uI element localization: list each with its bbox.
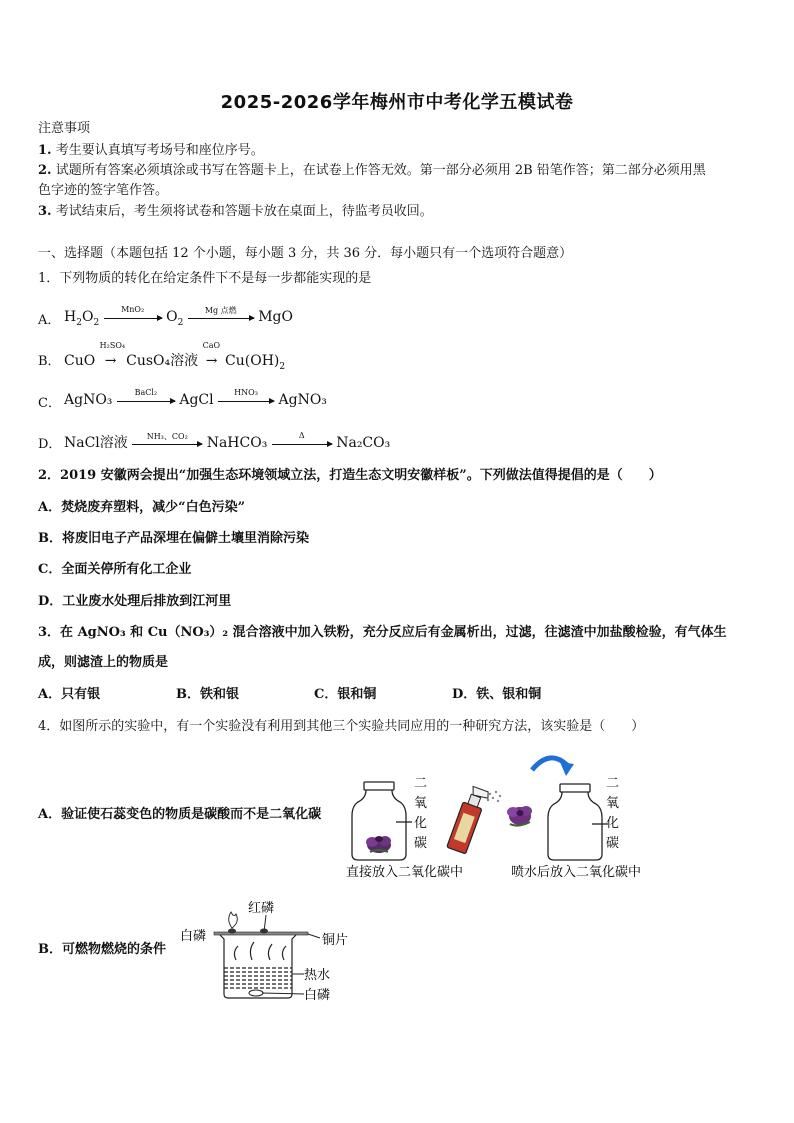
q1-b-start: CuO xyxy=(64,353,96,369)
q3-option-a: A．只有银 xyxy=(38,687,101,702)
q4-stem: 4．如图所示的实验中，有一个实验没有利用到其他三个实验共同应用的一种研究方法，该实验是（ ） xyxy=(38,719,645,734)
water-spray-icon xyxy=(487,791,501,802)
notice-item-1 xyxy=(38,143,264,159)
q2-option-a: A．焚烧废弃塑料，减少“白色污染” xyxy=(38,500,246,515)
q1-d-end: Na₂CO₃ xyxy=(336,435,391,451)
q1-option-b-label: B． xyxy=(38,354,61,369)
q2-option-b: B．将废旧电子产品深埋在偏僻土壤里消除污染 xyxy=(38,531,309,546)
q1-a-start-o: O xyxy=(81,309,94,325)
q1-b-cond-2: CaO xyxy=(202,341,221,350)
q1-a-cond-2: Mg 点燃 xyxy=(204,305,237,315)
notice-item-2 xyxy=(38,163,706,179)
notice-heading: 注意事项 xyxy=(38,121,91,136)
q3-option-b: B．铁和银 xyxy=(176,687,239,702)
q1-b-arrow-1: H₂SO₄ → xyxy=(99,341,126,369)
q1-d-mid: NaHCO₃ xyxy=(206,435,268,451)
fig-b-red-phosphorus: 红磷 xyxy=(248,901,275,916)
curved-arrow-icon xyxy=(532,758,574,776)
notice-item-1-text: 考生要认真填写考场号和座位序号。 xyxy=(55,143,264,158)
q2-option-c: C．全面关停所有化工企业 xyxy=(38,562,192,577)
q1-c-cond-1: BaCl₂ xyxy=(134,387,158,397)
fig-b-white-phosphorus-bottom: 白磷 xyxy=(304,988,331,1003)
q1-a-arrow-1 xyxy=(104,304,162,319)
q1-b-arrow-2: CaO → xyxy=(202,341,221,369)
q1-d-arrow-1 xyxy=(132,431,202,445)
page-title: 2025-2026学年梅州市中考化学五模试卷 xyxy=(220,92,574,113)
jar-right xyxy=(548,784,608,860)
fig-a-gas-right-1: 二 xyxy=(606,776,620,791)
notice-item-3-text: 考试结束后，考生须将试卷和答题卡放在桌面上，待监考员收回。 xyxy=(55,204,433,219)
q1-c-mid: AgCl xyxy=(179,392,214,408)
q1-b-mid: CusO₄溶液 xyxy=(126,353,199,369)
q2-stem: 2．2019 安徽两会提出“加强生态环境领域立法，打造生态文明安徽样板”。下列做法值得提倡的是（ ） xyxy=(38,468,662,483)
q4-option-a: A．验证使石蕊变色的物质是碳酸而不是二氧化碳 xyxy=(38,807,322,822)
fig-a-gas-right-3: 化 xyxy=(606,816,620,831)
notice-item-1-num: 1. xyxy=(38,143,52,158)
phosphorus-underwater xyxy=(249,990,263,996)
flower-right-icon xyxy=(507,806,532,826)
q4-figure-b xyxy=(176,896,356,1006)
phosphorus-right xyxy=(260,929,268,934)
spray-bottle-icon xyxy=(447,785,490,855)
q1-option-d-label: D． xyxy=(38,437,62,452)
fig-a-gas-left-1: 二 xyxy=(414,776,428,791)
q1-option-d-equation xyxy=(64,432,390,452)
q1-a-arrow-2 xyxy=(188,305,254,319)
fig-b-white-phosphorus-top: 白磷 xyxy=(180,929,207,944)
fig-a-gas-left-3: 化 xyxy=(414,816,428,831)
flame-icon xyxy=(229,912,238,928)
q3-option-d: D．铁、银和铜 xyxy=(452,687,542,702)
q1-c-arrow-1 xyxy=(117,387,175,402)
q1-option-c-label: C． xyxy=(38,396,61,411)
q1-a-start: H xyxy=(64,309,77,325)
notice-item-2-text-b: 色字迹的签字笔作答。 xyxy=(38,183,169,198)
fig-b-hot-water: 热水 xyxy=(304,968,331,983)
notice-item-3-num: 3. xyxy=(38,204,52,219)
q1-c-cond-2: HNO₃ xyxy=(234,387,258,397)
q2-option-d: D．工业废水处理后排放到江河里 xyxy=(38,594,232,609)
q1-c-end: AgNO₃ xyxy=(278,392,327,408)
fig-a-caption-left: 直接放入二氧化碳中 xyxy=(346,865,464,880)
q1-a-cond-1: MnO₂ xyxy=(121,304,145,314)
q3-option-c: C．银和铜 xyxy=(314,687,377,702)
fig-a-gas-right-2: 氧 xyxy=(606,796,620,811)
q1-a-mid: O xyxy=(166,309,178,325)
q4-option-b: B．可燃物燃烧的条件 xyxy=(38,942,166,957)
fig-a-gas-left-4: 碳 xyxy=(414,836,428,851)
q4-figure-a xyxy=(340,750,680,885)
notice-item-2-text-a: 试题所有答案必须填涂或书写在答题卡上，在试卷上作答无效。第一部分必须用 2B 铅笔作答；第二部分必须用黑 xyxy=(55,163,706,178)
q1-option-a-equation: $H_2O_2$ MnO₂ $O_2$ Mg 点燃 MgO xyxy=(64,304,293,328)
section-heading: 一、选择题（本题包括 12 个小题，每小题 3 分，共 36 分．每小题只有一个选项符合题意） xyxy=(38,246,573,261)
notice-item-2-num: 2. xyxy=(38,163,52,178)
q1-option-b-equation: CuO H₂SO₄ → CusO₄溶液 CaO → $Cu(OH)_2$ xyxy=(64,341,286,372)
q1-d-start: NaCl溶液 xyxy=(64,435,128,451)
q1-d-cond-1: NH₃、CO₂ xyxy=(146,431,188,441)
fig-a-caption-right: 喷水后放入二氧化碳中 xyxy=(511,865,642,880)
q1-stem: 1．下列物质的转化在给定条件下不是每一步都能实现的是 xyxy=(38,271,372,286)
q1-option-c-equation xyxy=(64,387,327,408)
notice-item-3 xyxy=(38,204,433,220)
q1-c-arrow-2 xyxy=(218,387,274,402)
q1-d-arrow-2 xyxy=(272,430,332,445)
q1-b-cond-1: H₂SO₄ xyxy=(99,341,126,350)
fig-a-gas-right-4: 碳 xyxy=(606,836,620,851)
beaker xyxy=(220,935,296,998)
q1-c-start: AgNO₃ xyxy=(64,392,113,408)
q1-option-a-label: A． xyxy=(38,313,61,328)
q3-stem-b: 成，则滤渣上的物质是 xyxy=(38,655,169,670)
q1-d-cond-2: Δ xyxy=(298,430,305,440)
flower-left-icon xyxy=(366,836,391,853)
phosphorus-left xyxy=(228,929,236,934)
q1-b-end: Cu(OH) xyxy=(225,353,280,369)
q3-stem-a: 3．在 AgNO₃ 和 Cu（NO₃）₂ 混合溶液中加入铁粉，充分反应后有金属析出，过滤，往滤渣中加盐酸检验，有气体生 xyxy=(38,625,727,640)
fig-a-gas-left-2: 氧 xyxy=(414,796,428,811)
q1-a-end: MgO xyxy=(258,309,293,325)
fig-b-copper-plate: 铜片 xyxy=(322,933,349,948)
